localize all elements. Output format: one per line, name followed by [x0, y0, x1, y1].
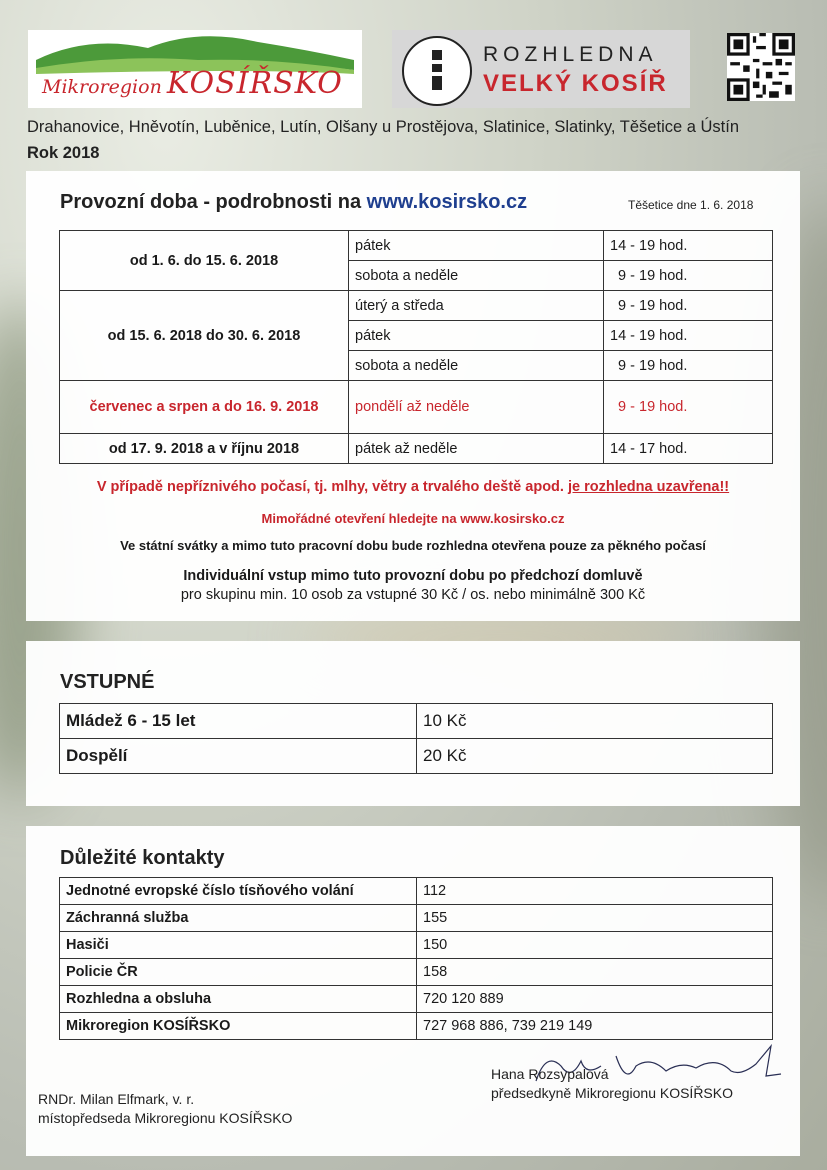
day-cell: pátek: [349, 231, 604, 261]
year-label: Rok 2018: [27, 144, 100, 162]
document-date: Těšetice dne 1. 6. 2018: [628, 198, 754, 212]
tower-logo: [392, 30, 690, 108]
time-cell: 14 - 19 hod.: [604, 231, 773, 261]
website-link[interactable]: www.kosirsko.cz: [366, 191, 528, 213]
table-row: [60, 704, 773, 739]
contact-label: Policie ČR: [60, 959, 417, 986]
contact-label: Mikroregion KOSÍŘSKO: [60, 1013, 417, 1040]
villages-list: Drahanovice, Hněvotín, Luběnice, Lutín, Olšany u Prostějova, Slatinice, Slatinky, Těšetice a Ústín: [27, 118, 740, 136]
table-row: [60, 878, 773, 905]
time-cell: 9 - 19 hod.: [604, 351, 773, 381]
holidays-note: Ve státní svátky a mimo tuto pracovní dobu bude rozhledna otevřena pouze za pěkného počasí: [120, 538, 706, 553]
contact-value: 158: [417, 959, 773, 986]
contact-label: Jednotné evropské číslo tísňového volání: [60, 878, 417, 905]
table-row: [60, 739, 773, 774]
signature-left: [38, 1090, 292, 1128]
time-cell: 14 - 19 hod.: [604, 321, 773, 351]
tower-title: ROZHLEDNA: [483, 43, 658, 66]
qr-code-icon: [727, 33, 795, 101]
price-value: 10 Kč: [417, 704, 773, 739]
closed-warning: je rozhledna uzavřena!!: [567, 479, 730, 495]
signature-right-name: Hana Rozsypalová: [491, 1066, 609, 1082]
contact-value: 112: [417, 878, 773, 905]
opening-hours-title: [60, 191, 527, 214]
price-label: Mládež 6 - 15 let: [60, 704, 417, 739]
contact-label: Záchranná služba: [60, 905, 417, 932]
tower-seal-icon: [402, 36, 472, 106]
period-cell: od 15. 6. 2018 do 30. 6. 2018: [60, 291, 349, 381]
individual-entry-note: Individuální vstup mimo tuto provozní dobu po předchozí domluvě: [183, 568, 643, 584]
period-cell: od 17. 9. 2018 a v říjnu 2018: [60, 434, 349, 464]
signature-left-role: místopředseda Mikroregionu KOSÍŘSKO: [38, 1110, 293, 1126]
logo-small-text: Mikroregion: [42, 76, 162, 98]
table-row: [60, 905, 773, 932]
extra-opening-note: Mimořádné otevření hledejte na www.kosirsko.cz: [261, 511, 565, 526]
weather-closure-note: [26, 479, 800, 495]
prices-title: VSTUPNÉ: [60, 671, 155, 693]
logo-text: [42, 66, 343, 101]
day-cell: pátek: [349, 321, 604, 351]
price-value: 20 Kč: [417, 739, 773, 774]
signature-left-name: RNDr. Milan Elfmark, v. r.: [38, 1091, 195, 1107]
prices-card: [26, 641, 800, 806]
header: [0, 0, 827, 170]
contact-value: 150: [417, 932, 773, 959]
table-row: [60, 986, 773, 1013]
table-row: [60, 231, 773, 261]
contacts-title: Důležité kontakty: [60, 847, 225, 869]
day-cell: pondělí až neděle: [349, 381, 604, 434]
day-cell: sobota a neděle: [349, 261, 604, 291]
mikroregion-logo: [28, 30, 362, 108]
contact-value: 727 968 886, 739 219 149: [417, 1013, 773, 1040]
opening-hours-card: [26, 171, 800, 621]
tower-name: VELKÝ KOSÍŘ: [483, 70, 668, 97]
day-cell: pátek až neděle: [349, 434, 604, 464]
price-label: Dospělí: [60, 739, 417, 774]
time-cell: 9 - 19 hod.: [604, 291, 773, 321]
group-entry-note: pro skupinu min. 10 osob za vstupné 30 Kč / os. nebo minimálně 300 Kč: [180, 587, 646, 603]
opening-hours-title-text: Provozní doba - podrobnosti na: [60, 191, 367, 213]
signature-right: [491, 1065, 733, 1103]
time-cell: 9 - 19 hod.: [604, 381, 773, 434]
contact-label: Rozhledna a obsluha: [60, 986, 417, 1013]
period-cell: od 1. 6. do 15. 6. 2018: [60, 231, 349, 291]
weather-note-text: V případě nepříznivého počasí, tj. mlhy, větry a trvalého deště apod.: [96, 479, 568, 495]
prices-table: [59, 703, 773, 774]
period-cell: červenec a srpen a do 16. 9. 2018: [60, 381, 349, 434]
table-row: [60, 291, 773, 321]
contact-label: Hasiči: [60, 932, 417, 959]
day-cell: úterý a středa: [349, 291, 604, 321]
contact-value: 155: [417, 905, 773, 932]
contact-value: 720 120 889: [417, 986, 773, 1013]
signature-right-role: předsedkyně Mikroregionu KOSÍŘSKO: [491, 1085, 733, 1101]
day-cell: sobota a neděle: [349, 351, 604, 381]
table-row: [60, 932, 773, 959]
table-row: [60, 959, 773, 986]
contacts-card: [26, 826, 800, 1156]
contacts-table: [59, 877, 773, 1040]
logo-big-text: KOSÍŘSKO: [166, 66, 343, 101]
time-cell: 9 - 19 hod.: [604, 261, 773, 291]
time-cell: 14 - 17 hod.: [604, 434, 773, 464]
opening-hours-table: [59, 230, 773, 464]
table-row: [60, 434, 773, 464]
table-row-summer: [60, 381, 773, 434]
